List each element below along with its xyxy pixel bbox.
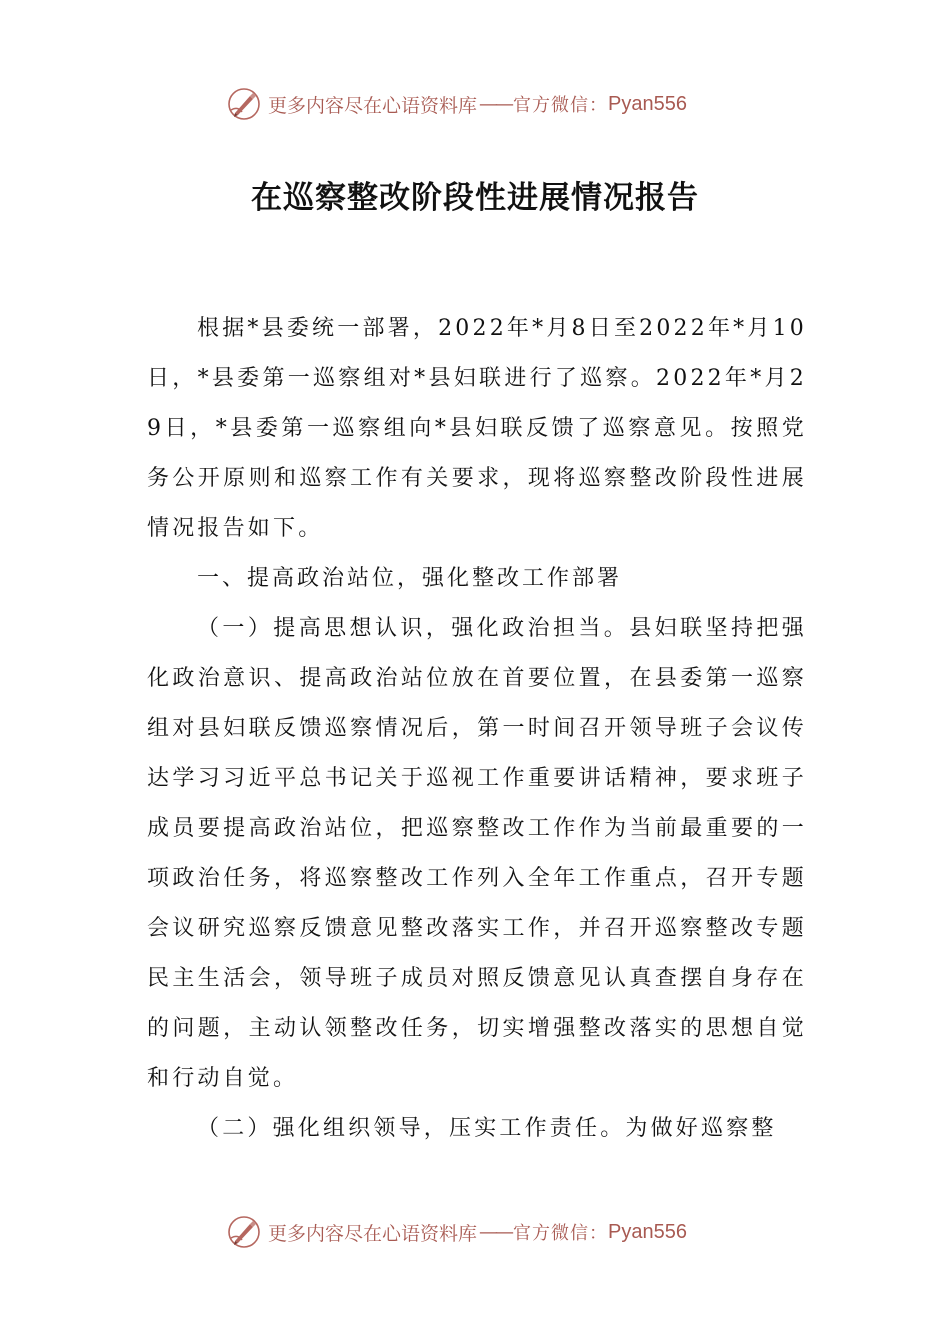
pen-logo-icon [226, 1214, 262, 1250]
watermark-text: 更多内容尽在心语资料库 [268, 94, 478, 117]
section-heading-1: 一、提高政治站位，强化整改工作部署 [197, 566, 623, 591]
watermark-dash: —— [479, 93, 512, 115]
paragraph-subsection-2: （二）强化组织领导，压实工作责任。为做好巡察整 [197, 1116, 777, 1141]
document-body [147, 304, 807, 1154]
watermark-banner-top [226, 84, 687, 124]
watermark-wechat-id: Pyan556 [608, 92, 687, 115]
watermark-wechat-label: 官方微信： [513, 95, 609, 116]
watermark-wechat-label: 官方微信： [513, 1223, 609, 1244]
watermark-text: 更多内容尽在心语资料库 [268, 1222, 478, 1245]
watermark-banner-bottom [226, 1212, 687, 1252]
watermark-dash: —— [479, 1221, 512, 1243]
watermark-wechat-id: Pyan556 [608, 1220, 687, 1243]
document-title: 在巡察整改阶段性进展情况报告 [251, 180, 699, 216]
pen-logo-icon [226, 86, 262, 122]
paragraph-intro: 根据*县委统一部署，2022年*月8日至2022年*月10日，*县委第一巡察组对*县妇联进行了巡察。2022年*月29日，*县委第一巡察组向*县妇联反馈了巡察意见。按照党务公开原则和巡察工作有关要求，现将巡察整改阶段性进展情况报告如下。 [147, 316, 807, 541]
paragraph-subsection-1: （一）提高思想认识，强化政治担当。县妇联坚持把强化政治意识、提高政治站位放在首要位置，在县委第一巡察组对县妇联反馈巡察情况后，第一时间召开领导班子会议传达学习习近平总书记关于巡视工作重要讲话精神，要求班子成员要提高政治站位，把巡察整改工作作为当前最重要的一项政治任务，将巡察整改工作列入全年工作重点，召开专题会议研究巡察反馈意见整改落实工作，并召开巡察整改专题民主生活会，领导班子成员对照反馈意见认真查摆自身存在的问题，主动认领整改任务，切实增强整改落实的思想自觉和行动自觉。 [147, 616, 807, 1091]
